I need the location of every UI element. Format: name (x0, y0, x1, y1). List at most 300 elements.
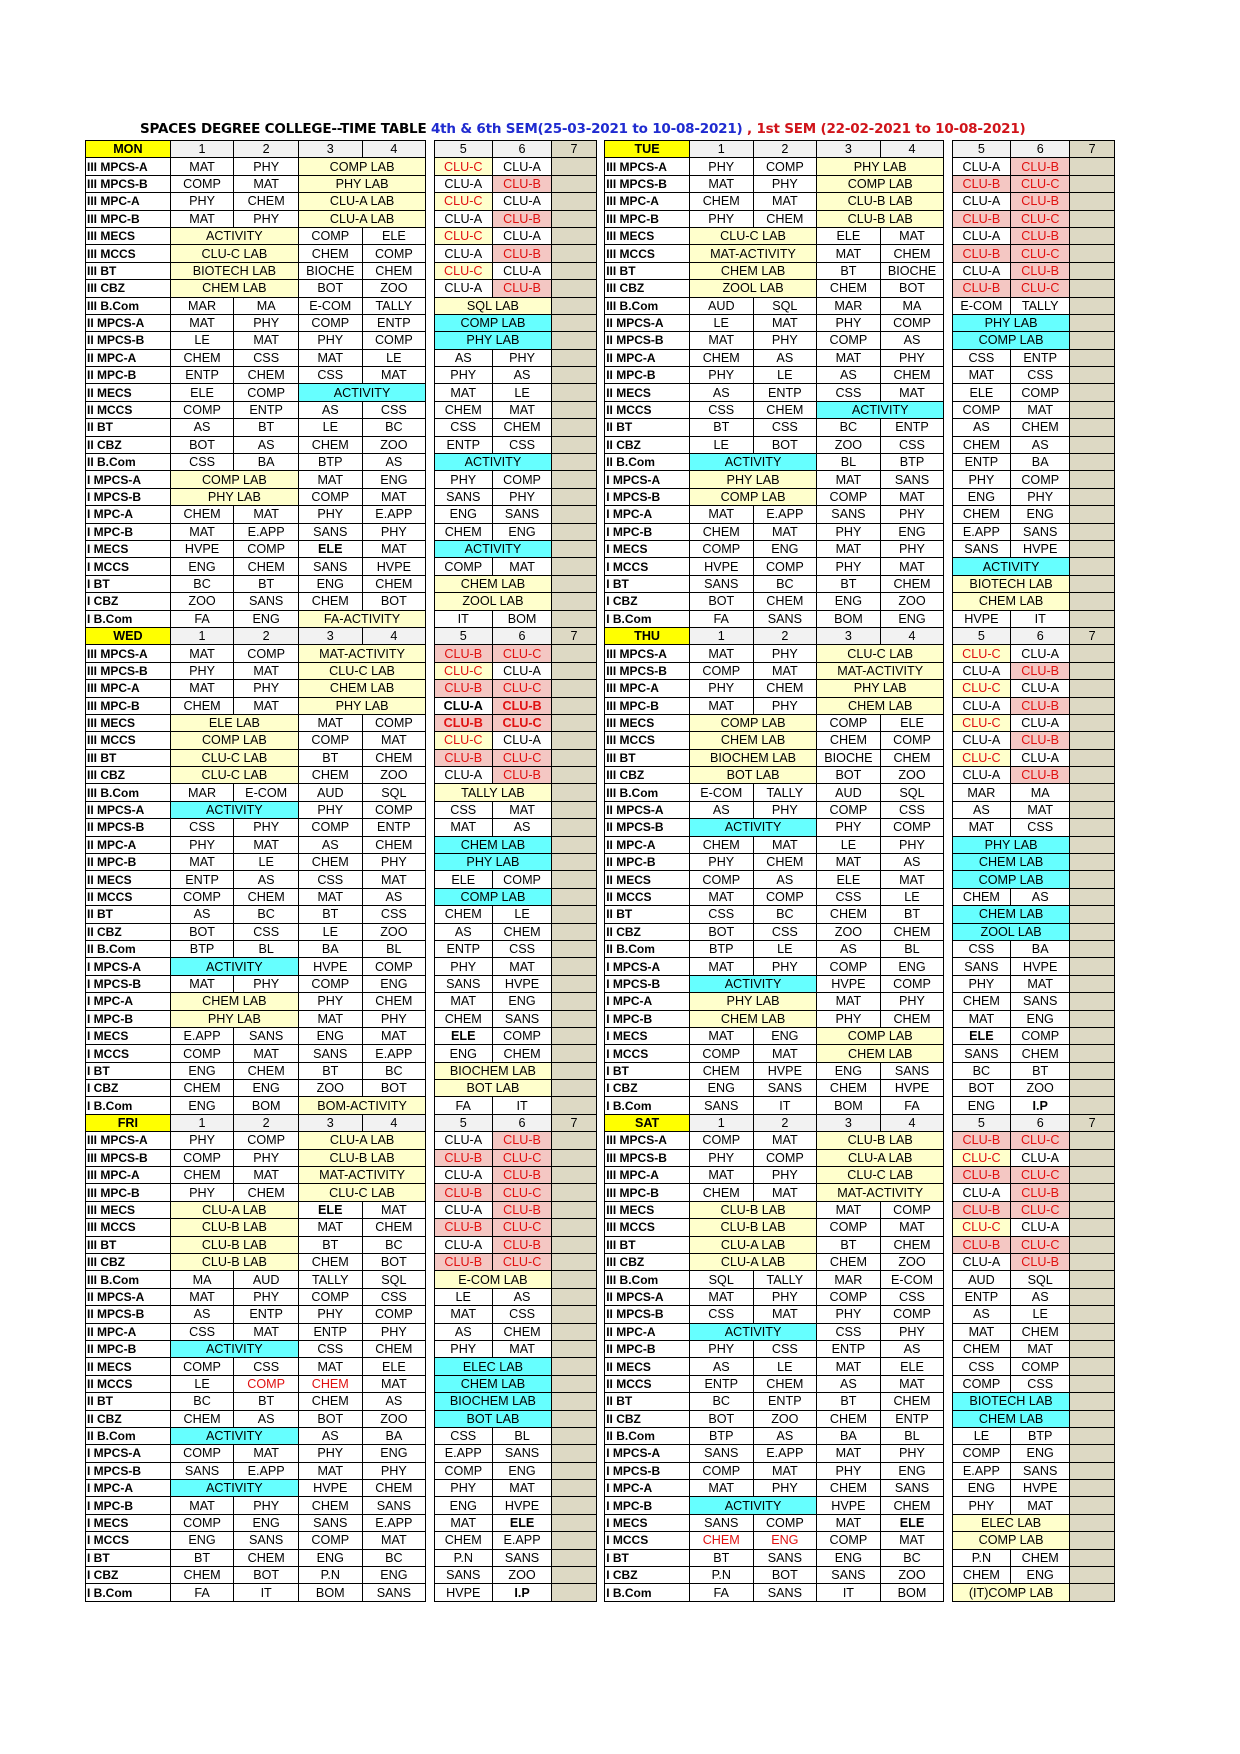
period-cell: ENG (298, 1027, 362, 1044)
period-7-cell (1070, 1097, 1115, 1114)
period-cell: SANS (298, 558, 362, 575)
period-cell: BOT (234, 1567, 299, 1584)
period-cell: MAT (952, 1323, 1010, 1340)
column-gap (944, 1427, 952, 1444)
column-gap (944, 1254, 952, 1271)
period-cell: CLU-B (1011, 662, 1070, 679)
column-gap (944, 958, 952, 975)
period-cell: COMP (817, 714, 881, 731)
period-number: 1 (170, 627, 234, 644)
period-cell: CSS (492, 436, 551, 453)
column-gap (596, 1097, 604, 1114)
period-cell: MAT (492, 558, 551, 575)
column-gap (596, 1288, 604, 1305)
period-cell: AS (952, 419, 1010, 436)
column-gap (596, 1393, 604, 1410)
class-name: II CBZ (86, 1410, 171, 1427)
period-7-cell (1070, 558, 1115, 575)
period-cell: MAT (880, 384, 944, 401)
period-cell: MAT (434, 819, 492, 836)
period-cell: BL (880, 1427, 944, 1444)
period-cell: PHY (298, 1445, 362, 1462)
period-cell: ENG (880, 958, 944, 975)
period-cell: CLU-A LAB (170, 1201, 298, 1218)
period-cell: PHY LAB (298, 697, 425, 714)
period-cell: BC (753, 575, 817, 592)
column-gap (596, 784, 604, 801)
period-cell: COMP LAB (952, 871, 1070, 888)
period-cell: CHEM LAB (952, 854, 1070, 871)
column-gap (596, 593, 604, 610)
period-7-cell (552, 732, 597, 749)
period-cell: COMP (298, 975, 362, 992)
period-cell: CSS (234, 349, 299, 366)
period-cell: MAT (234, 506, 299, 523)
column-gap (944, 1532, 952, 1549)
class-name: III MPC-A (605, 680, 690, 697)
class-name: II CBZ (605, 923, 690, 940)
column-gap (944, 1184, 952, 1201)
period-cell: COMP (689, 540, 753, 557)
period-cell: CSS (880, 801, 944, 818)
period-cell: AS (753, 871, 817, 888)
period-cell: AS (952, 801, 1010, 818)
period-cell: PHY (817, 523, 881, 540)
period-number: 7 (1070, 141, 1115, 158)
period-cell: ELE (434, 871, 492, 888)
period-7-cell (1070, 1427, 1115, 1444)
period-cell: PHY (880, 506, 944, 523)
period-cell: SQL (362, 784, 426, 801)
class-name: II MPC-B (605, 367, 690, 384)
period-number: 5 (434, 141, 492, 158)
period-cell: BOT (880, 280, 944, 297)
period-cell: ZOO (880, 767, 944, 784)
period-cell: AS (880, 332, 944, 349)
period-cell: HVPE (298, 1480, 362, 1497)
period-cell: COMP (1011, 384, 1070, 401)
timetable-row (86, 297, 1115, 314)
column-gap (596, 1445, 604, 1462)
column-gap (596, 471, 604, 488)
period-cell: ELE (817, 227, 881, 244)
period-cell: SANS (689, 1514, 753, 1531)
period-cell: BOT (170, 436, 234, 453)
timetable-row (86, 680, 1115, 697)
period-cell: PHY (817, 1010, 881, 1027)
column-gap (426, 1027, 434, 1044)
class-name: I MPCS-A (605, 1445, 690, 1462)
period-7-cell (552, 923, 597, 940)
class-name: II MPCS-A (86, 801, 171, 818)
period-7-cell (552, 1254, 597, 1271)
period-cell: AUD (952, 1271, 1010, 1288)
timetable-row (86, 1375, 1115, 1392)
period-cell: CHEM (298, 245, 362, 262)
class-name: II BT (86, 906, 171, 923)
period-cell: BOM-ACTIVITY (298, 1097, 425, 1114)
period-cell: BL (817, 454, 881, 471)
period-cell: CSS (434, 1427, 492, 1444)
period-cell: BT (689, 1549, 753, 1566)
period-cell: AS (1011, 888, 1070, 905)
class-name: I CBZ (605, 1567, 690, 1584)
column-gap (596, 871, 604, 888)
period-cell: MAT (952, 1010, 1010, 1027)
period-cell: IT (1011, 610, 1070, 627)
period-7-cell (1070, 801, 1115, 818)
column-gap (944, 801, 952, 818)
period-cell: ENG (1011, 506, 1070, 523)
column-gap (426, 958, 434, 975)
period-cell: CLU-A LAB (298, 193, 425, 210)
period-cell: CLU-A (492, 662, 551, 679)
column-gap (596, 1358, 604, 1375)
period-cell: SANS (492, 1549, 551, 1566)
period-number: 1 (689, 1114, 753, 1131)
period-cell: CLU-B LAB (689, 1219, 816, 1236)
period-cell: PHY (234, 819, 299, 836)
column-gap (596, 1375, 604, 1392)
period-cell: BT (234, 575, 299, 592)
period-7-cell (552, 454, 597, 471)
period-cell: PHY (880, 540, 944, 557)
period-7-cell (552, 280, 597, 297)
period-cell: CLU-A (952, 697, 1010, 714)
period-cell: ENG (170, 558, 234, 575)
period-cell: CLU-C (952, 749, 1010, 766)
period-cell: BA (362, 1427, 426, 1444)
period-cell: CLU-C (952, 1219, 1010, 1236)
period-cell: CHEM (689, 836, 753, 853)
period-cell: CSS (753, 1340, 817, 1357)
period-cell: MAT (753, 1462, 817, 1479)
period-cell: COMP (362, 714, 426, 731)
column-gap (944, 332, 952, 349)
period-cell: CHEM LAB (434, 575, 552, 592)
period-7-cell (552, 471, 597, 488)
column-gap (426, 193, 434, 210)
period-cell: CHEM (689, 1184, 753, 1201)
period-cell: CHEM (298, 593, 362, 610)
timetable-row (86, 1306, 1115, 1323)
period-cell: SANS (298, 1514, 362, 1531)
period-7-cell (1070, 280, 1115, 297)
period-cell: ELEC LAB (434, 1358, 552, 1375)
period-cell: SANS (492, 506, 551, 523)
period-cell: PHY LAB (817, 680, 944, 697)
period-cell: PHY (492, 349, 551, 366)
class-name: II MPCS-A (86, 314, 171, 331)
period-7-cell (1070, 1514, 1115, 1531)
period-cell: ENG (170, 1062, 234, 1079)
period-7-cell (552, 888, 597, 905)
column-gap (944, 975, 952, 992)
period-cell: PHY (234, 314, 299, 331)
period-cell: AS (234, 1410, 299, 1427)
column-gap (596, 1323, 604, 1340)
timetable-row (86, 1480, 1115, 1497)
column-gap (944, 1306, 952, 1323)
column-gap (944, 680, 952, 697)
column-gap (944, 697, 952, 714)
period-7-cell (1070, 245, 1115, 262)
period-cell: SANS (434, 1567, 492, 1584)
period-cell: COMP (362, 332, 426, 349)
period-cell: BOT (362, 1254, 426, 1271)
period-cell: COMP LAB (689, 714, 816, 731)
class-name: II MPCS-B (605, 819, 690, 836)
period-cell: CHEM (362, 993, 426, 1010)
period-cell: PHY LAB (952, 314, 1070, 331)
period-cell: MAT-ACTIVITY (298, 1167, 425, 1184)
column-gap (426, 697, 434, 714)
period-cell: COMP LAB (689, 488, 816, 505)
period-cell: CLU-B (952, 210, 1010, 227)
class-name: I MPC-A (86, 1480, 171, 1497)
period-cell: CLU-C (952, 645, 1010, 662)
class-name: I MCCS (605, 1045, 690, 1062)
period-cell: PHY (880, 1323, 944, 1340)
period-cell: LE (298, 923, 362, 940)
period-cell: FA (689, 610, 753, 627)
period-cell: CLU-C (1011, 175, 1070, 192)
period-cell: LE (952, 1427, 1010, 1444)
period-cell: LE (753, 1358, 817, 1375)
class-name: II B.Com (86, 1427, 171, 1444)
period-cell: CLU-C (434, 227, 492, 244)
period-cell: CHEM (880, 1393, 944, 1410)
period-cell: MAT (880, 1375, 944, 1392)
class-name: II MPCS-A (605, 314, 690, 331)
period-cell: CLU-A (952, 227, 1010, 244)
period-7-cell (552, 488, 597, 505)
period-cell: CLU-B (434, 1254, 492, 1271)
period-7-cell (552, 1271, 597, 1288)
class-name: III CBZ (605, 1254, 690, 1271)
period-cell: CLU-A (952, 158, 1010, 175)
period-cell: CHEM (234, 888, 299, 905)
period-cell: AS (170, 1306, 234, 1323)
period-cell: BC (170, 1393, 234, 1410)
period-cell: BIOTECH LAB (170, 262, 298, 279)
period-cell: CHEM (234, 193, 299, 210)
period-cell: BA (1011, 940, 1070, 957)
column-gap (596, 1167, 604, 1184)
column-gap (596, 454, 604, 471)
column-gap (596, 558, 604, 575)
period-cell: PHY LAB (170, 488, 298, 505)
period-cell: P.N (298, 1567, 362, 1584)
class-name: I B.Com (86, 610, 171, 627)
column-gap (596, 262, 604, 279)
period-cell: CHEM (952, 888, 1010, 905)
period-cell: ENTP (434, 436, 492, 453)
period-7-cell (1070, 540, 1115, 557)
period-cell: LE (1011, 1306, 1070, 1323)
period-cell: CHEM (362, 262, 426, 279)
period-cell: CLU-B (492, 280, 551, 297)
column-gap (426, 1080, 434, 1097)
period-cell: PHY LAB (170, 1010, 298, 1027)
column-gap (426, 471, 434, 488)
period-cell: HVPE (492, 975, 551, 992)
period-cell: COMP (817, 488, 881, 505)
period-7-cell (552, 332, 597, 349)
period-cell: CSS (434, 801, 492, 818)
class-name: III BT (86, 749, 171, 766)
column-gap (426, 297, 434, 314)
period-cell: ENG (753, 1027, 817, 1044)
column-gap (426, 732, 434, 749)
column-gap (596, 1132, 604, 1149)
period-cell: COMP (492, 471, 551, 488)
period-cell: MAT (880, 871, 944, 888)
column-gap (426, 454, 434, 471)
class-name: III MECS (605, 1201, 690, 1218)
period-7-cell (552, 1149, 597, 1166)
period-cell: SANS (880, 1480, 944, 1497)
period-cell: BC (234, 906, 299, 923)
timetable-row (86, 1027, 1115, 1044)
class-name: II MECS (86, 1358, 171, 1375)
column-gap (426, 1480, 434, 1497)
period-cell: MAT (753, 523, 817, 540)
period-7-cell (552, 1236, 597, 1253)
column-gap (944, 1340, 952, 1357)
period-cell: BA (1011, 454, 1070, 471)
period-cell: ACTIVITY (170, 1480, 298, 1497)
period-cell: SQL (689, 1271, 753, 1288)
timetable-row (86, 401, 1115, 418)
column-gap (596, 714, 604, 731)
class-name: II B.Com (605, 1427, 690, 1444)
period-cell: ACTIVITY (170, 1340, 298, 1357)
period-cell: CLU-C (492, 645, 551, 662)
period-cell: MAT (492, 1480, 551, 1497)
period-cell: BOM (880, 1584, 944, 1601)
period-cell: CLU-A LAB (298, 1132, 425, 1149)
period-cell: ENG (234, 1080, 299, 1097)
period-cell: LE (817, 836, 881, 853)
column-gap (596, 141, 604, 158)
period-cell: CLU-B (952, 1236, 1010, 1253)
column-gap (596, 175, 604, 192)
period-cell: BA (234, 454, 299, 471)
period-cell: CLU-C LAB (817, 1167, 944, 1184)
column-gap (426, 714, 434, 731)
column-gap (944, 175, 952, 192)
period-cell: CLU-A (434, 1236, 492, 1253)
period-cell: AS (434, 349, 492, 366)
class-name: I MECS (86, 1027, 171, 1044)
column-gap (596, 906, 604, 923)
period-cell: AS (817, 940, 881, 957)
column-gap (426, 1532, 434, 1549)
period-number: 1 (689, 627, 753, 644)
period-cell: ELE (952, 1027, 1010, 1044)
class-name: I MECS (605, 1027, 690, 1044)
class-name: II BT (86, 419, 171, 436)
period-cell: ENG (880, 523, 944, 540)
column-gap (596, 1514, 604, 1531)
class-name: I CBZ (86, 1080, 171, 1097)
period-7-cell (1070, 523, 1115, 540)
period-cell: CHEM (170, 506, 234, 523)
period-cell: MAT (952, 819, 1010, 836)
period-cell: MAR (817, 1271, 881, 1288)
class-name: III MPCS-A (605, 1132, 690, 1149)
period-cell: CSS (753, 419, 817, 436)
period-cell: BT (880, 906, 944, 923)
period-cell: CSS (952, 349, 1010, 366)
column-gap (426, 1549, 434, 1566)
class-name: II MPCS-B (86, 819, 171, 836)
period-cell: PHY (234, 1497, 299, 1514)
period-cell: LE (170, 1375, 234, 1392)
column-gap (944, 645, 952, 662)
period-cell: BL (362, 940, 426, 957)
timetable-row (86, 1097, 1115, 1114)
period-cell: PHY (234, 975, 299, 992)
column-gap (596, 993, 604, 1010)
timetable-row (86, 749, 1115, 766)
period-number: 5 (952, 1114, 1010, 1131)
period-7-cell (1070, 836, 1115, 853)
period-cell: HVPE (434, 1584, 492, 1601)
period-7-cell (1070, 1532, 1115, 1549)
period-cell: PHY (753, 958, 817, 975)
period-cell: PHY (170, 1184, 234, 1201)
period-cell: HVPE (492, 1497, 551, 1514)
column-gap (944, 349, 952, 366)
timetable-row (86, 1584, 1115, 1601)
period-cell: CLU-B (1011, 732, 1070, 749)
period-cell: ENG (234, 610, 299, 627)
column-gap (944, 819, 952, 836)
period-cell: PHY (234, 680, 299, 697)
period-cell: AUD (817, 784, 881, 801)
column-gap (426, 1462, 434, 1479)
period-cell: CHEM LAB (298, 680, 425, 697)
column-gap (426, 245, 434, 262)
period-cell: AS (434, 923, 492, 940)
period-cell: PHY (1011, 488, 1070, 505)
period-cell: MAT (1011, 1497, 1070, 1514)
class-name: II MPCS-A (605, 1288, 690, 1305)
class-name: I MPCS-B (605, 488, 690, 505)
period-7-cell (552, 784, 597, 801)
period-cell: ENTP (952, 454, 1010, 471)
column-gap (426, 1358, 434, 1375)
period-7-cell (552, 1445, 597, 1462)
period-cell: MAT (689, 332, 753, 349)
column-gap (944, 1097, 952, 1114)
column-gap (944, 836, 952, 853)
period-7-cell (552, 1045, 597, 1062)
period-cell: SANS (817, 1567, 881, 1584)
period-7-cell (552, 940, 597, 957)
period-cell: CLU-A (434, 210, 492, 227)
class-name: III MCCS (86, 732, 171, 749)
day-label: MON (86, 141, 171, 158)
class-name: I MPC-A (605, 1480, 690, 1497)
period-number: 6 (1011, 141, 1070, 158)
period-cell: MAT (234, 697, 299, 714)
column-gap (944, 767, 952, 784)
period-cell: COMP (880, 975, 944, 992)
period-cell: BOT (298, 280, 362, 297)
